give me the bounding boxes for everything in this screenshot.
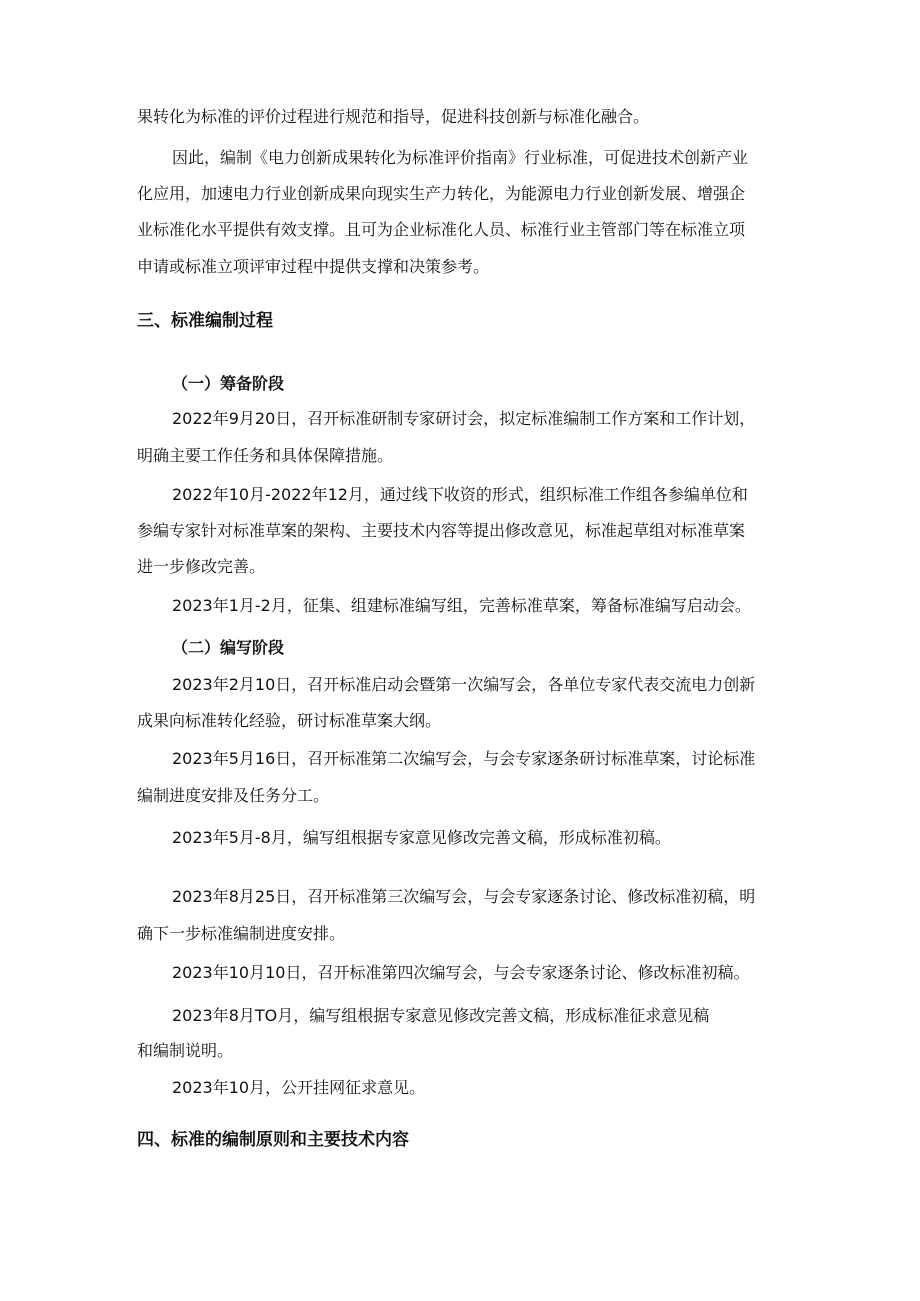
paragraph-line: 编制进度安排及任务分工。 — [137, 786, 330, 805]
paragraph-line: 确下一步标准编制进度安排。 — [137, 924, 346, 943]
paragraph-line: 业标准化水平提供有效支撑。且可为企业标准化人员、标准行业主管部门等在标准立项 — [137, 220, 746, 239]
paragraph-line: 2023年5月16日，召开标准第二次编写会，与会专家逐条研讨标准草案，讨论标准 — [172, 749, 756, 768]
paragraph-line: 2023年2月10日，召开标准启动会暨第一次编写会，各单位专家代表交流电力创新 — [172, 675, 756, 694]
paragraph-line: 2022年9月20日，召开标准研制专家研讨会，拟定标准编制工作方案和工作计划， — [172, 409, 756, 428]
paragraph-line: 2023年10月，公开挂网征求意见。 — [172, 1078, 426, 1097]
paragraph-line: 2023年10月10日，召开标准第四次编写会，与会专家逐条讨论、修改标准初稿。 — [172, 963, 750, 982]
paragraph-line: 进一步修改完善。 — [137, 557, 266, 576]
paragraph-line: 2022年10月-2022年12月，通过线下收资的形式，组织标准工作组各参编单位和 — [172, 485, 748, 504]
paragraph-line: 因此，编制《电力创新成果转化为标准评价指南》行业标准，可促进技术创新产业 — [172, 148, 749, 167]
paragraph-line: 化应用，加速电力行业创新成果向现实生产力转化，为能源电力行业创新发展、增强企 — [137, 184, 746, 203]
paragraph-line: 2023年1月-2月，征集、组建标准编写组，完善标准草案，筹备标准编写启动会。 — [172, 596, 751, 615]
subsection-heading: （一）筹备阶段 — [172, 374, 285, 393]
paragraph-line: 参编专家针对标准草案的架构、主要技术内容等提出修改意见，标准起草组对标准草案 — [137, 521, 746, 540]
paragraph-line: 和编制说明。 — [137, 1041, 234, 1060]
subsection-heading: （二）编写阶段 — [172, 638, 285, 657]
intro-line: 果转化为标准的评价过程进行规范和指导，促进科技创新与标准化融合。 — [137, 107, 650, 126]
paragraph-line: 成果向标准转化经验，研讨标准草案大纲。 — [137, 711, 442, 730]
paragraph-line: 2023年5月-8月，编写组根据专家意见修改完善文稿，形成标准初稿。 — [172, 828, 671, 847]
paragraph-line: 2023年8月25日，召开标准第三次编写会，与会专家逐条讨论、修改标准初稿，明 — [172, 887, 756, 906]
section-heading: 三、标准编制过程 — [137, 311, 273, 331]
paragraph-line: 申请或标准立项评审过程中提供支撑和决策参考。 — [137, 257, 490, 276]
section-heading: 四、标准的编制原则和主要技术内容 — [137, 1130, 409, 1150]
paragraph-line: 2023年8月TO月，编写组根据专家意见修改完善文稿，形成标准征求意见稿 — [172, 1006, 710, 1025]
paragraph-line: 明确主要工作任务和具体保障措施。 — [137, 446, 394, 465]
